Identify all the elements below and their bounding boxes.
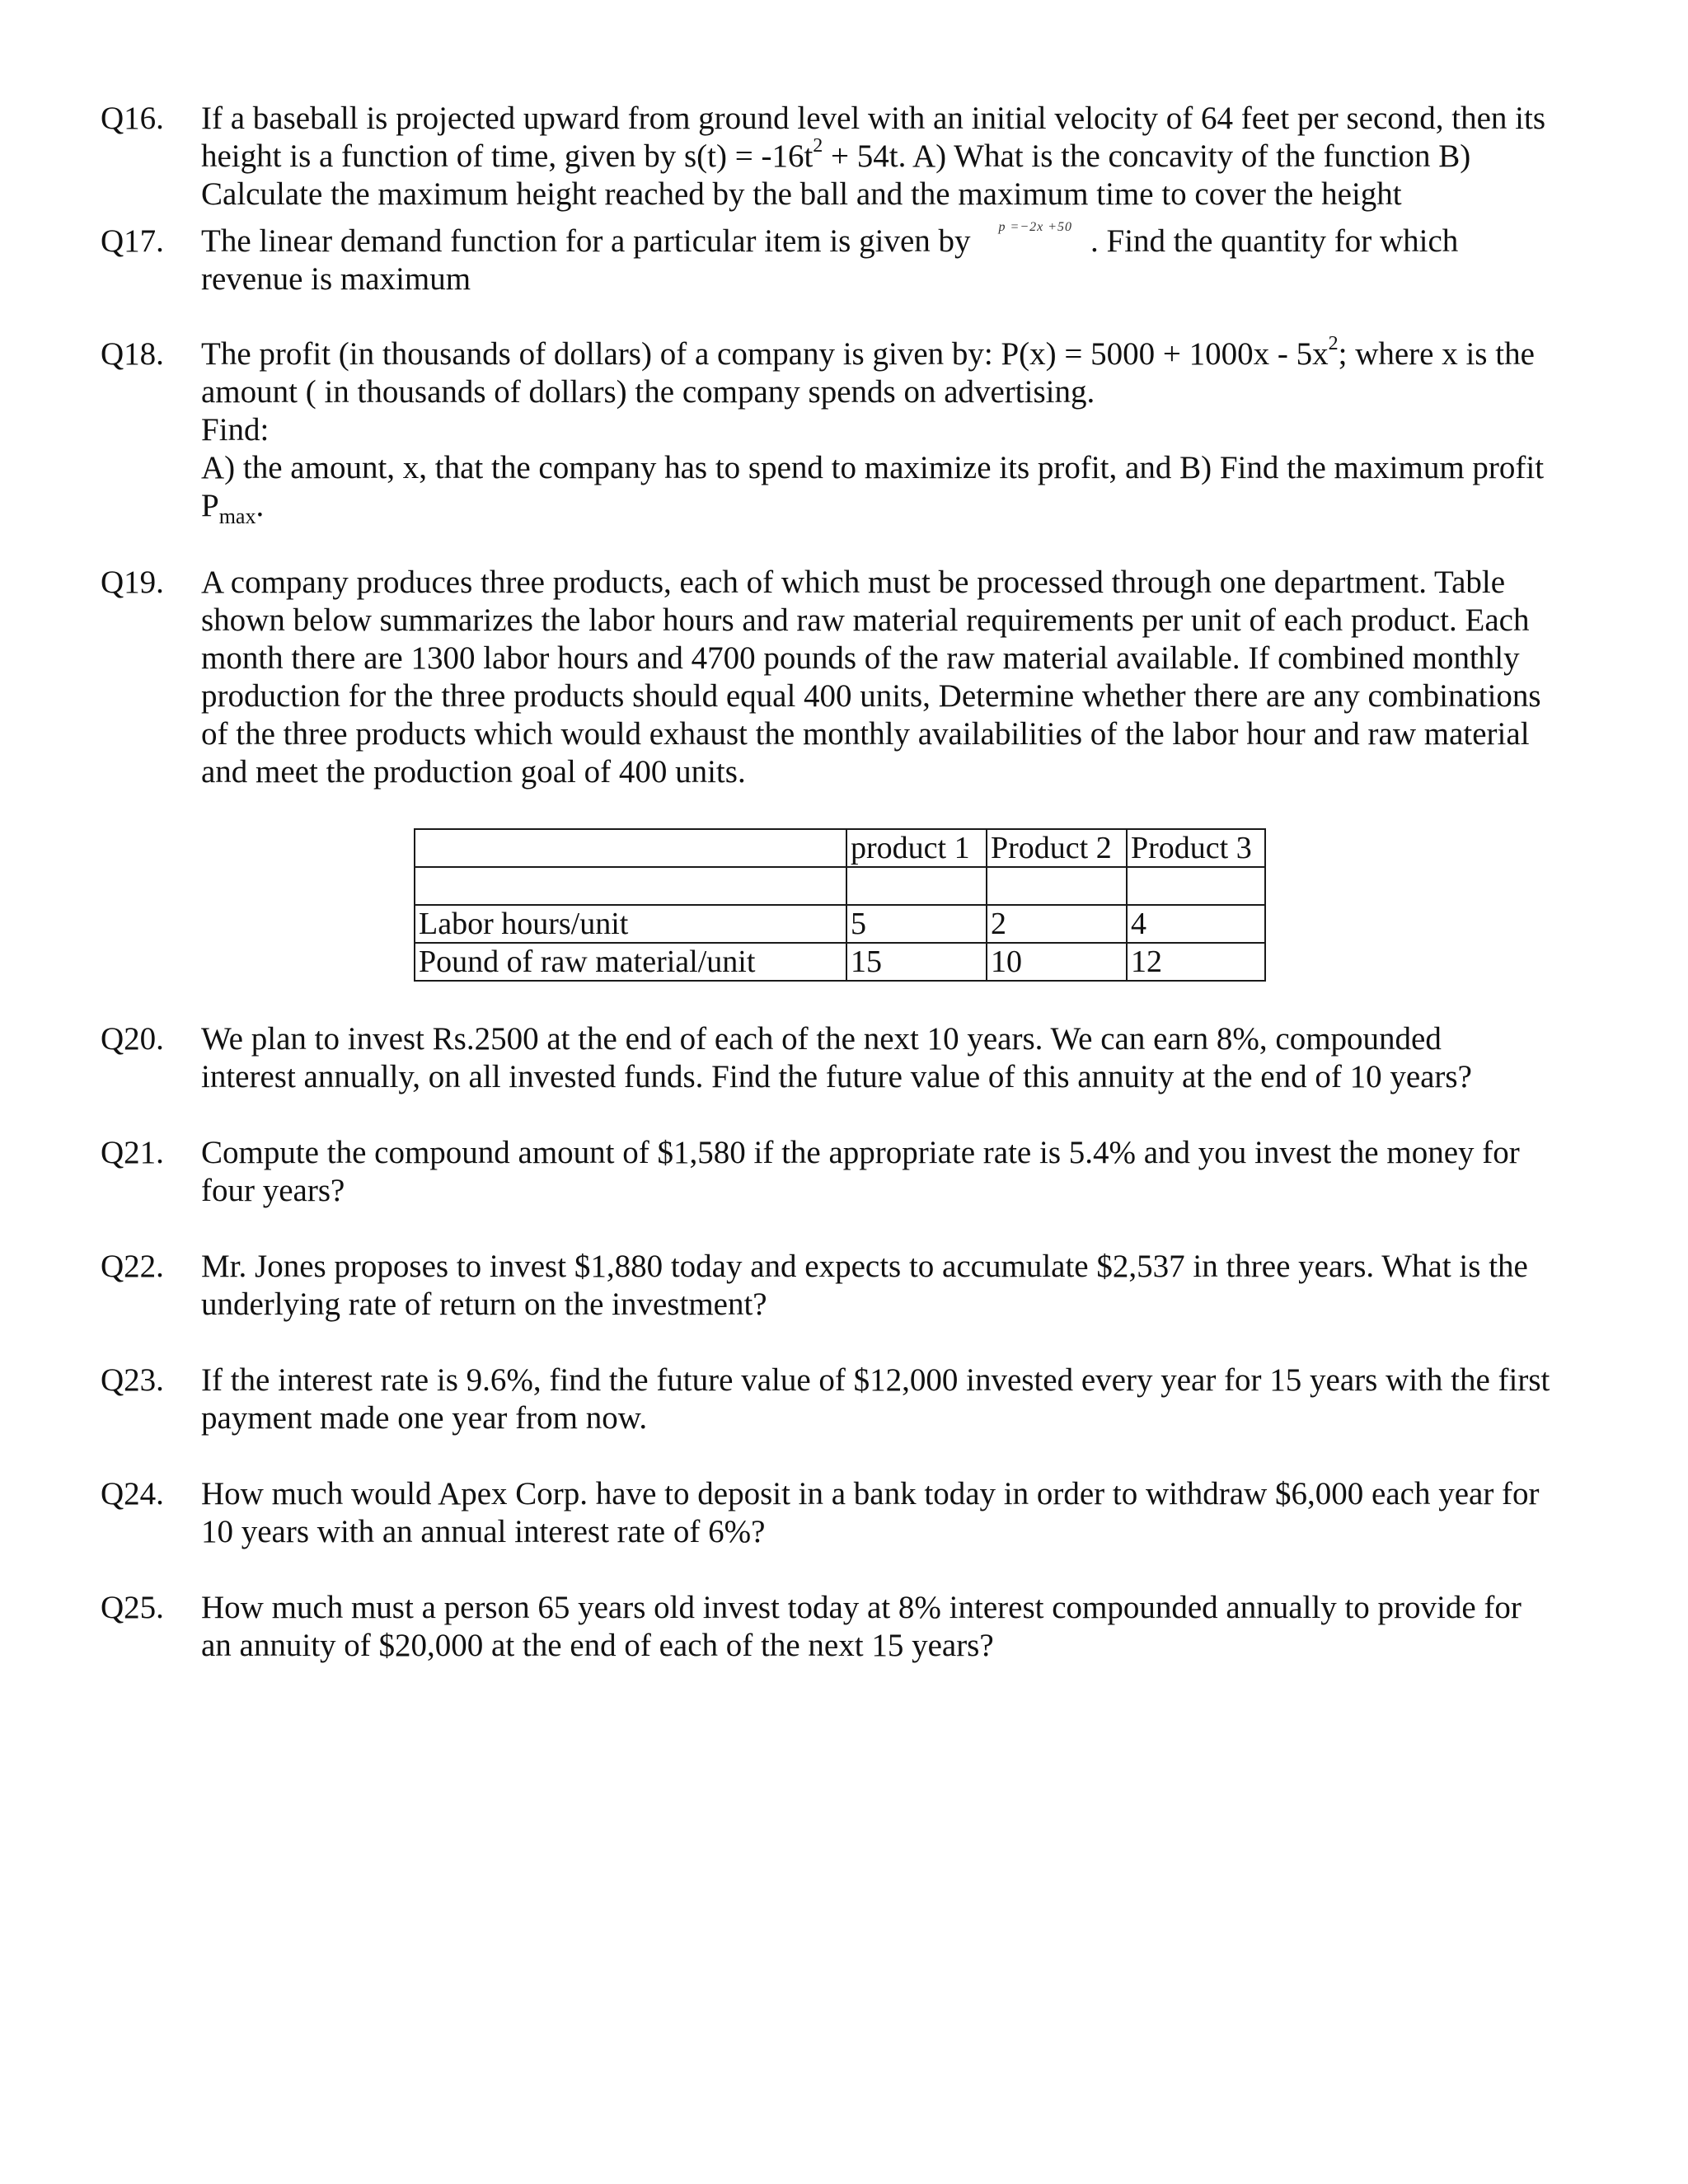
- table-cell: [846, 867, 987, 905]
- text-span: . Find the quantity for which: [1090, 223, 1459, 259]
- table-header-cell: Product 3: [1127, 829, 1265, 867]
- table-cell: [1127, 867, 1265, 905]
- text-line: payment made one year from now.: [201, 1400, 648, 1436]
- subscript: max: [218, 504, 256, 528]
- text-span: P: [201, 488, 219, 523]
- text-line: If the interest rate is 9.6%, find the future value of $12,000 invested every year for 15 years with the first: [201, 1362, 1550, 1398]
- demand-formula: p =−2x +50: [998, 220, 1073, 234]
- question-text: [201, 1248, 1685, 1324]
- text-line: [201, 220, 1685, 260]
- text-line: [201, 487, 1685, 528]
- text-line: and meet the production goal of 400 units.: [201, 754, 746, 790]
- text-span: height is a function of time, given by s(t) = -16t: [201, 138, 814, 174]
- text-line: How much must a person 65 years old invest today at 8% interest compounded annually to provide for: [201, 1590, 1522, 1625]
- question-number: Q20.: [101, 1021, 164, 1057]
- text-line: Find:: [201, 412, 270, 448]
- question-number: Q21.: [101, 1135, 164, 1170]
- text-line: of the three products which would exhaust the monthly availabilities of the labor hour and raw material: [201, 716, 1530, 752]
- text-line: underlying rate of return on the investment?: [201, 1286, 767, 1322]
- question-number: Q25.: [101, 1590, 164, 1625]
- table-row: [415, 867, 1265, 905]
- question-text: [201, 1475, 1685, 1551]
- table-header-cell: [415, 829, 846, 867]
- table-header-row: [415, 829, 1265, 867]
- question-number: Q17.: [101, 223, 164, 259]
- question-text: [201, 1361, 1685, 1437]
- text-line: revenue is maximum: [201, 261, 471, 297]
- exponent: 2: [813, 135, 823, 157]
- text-span: + 54t. A) What is the concavity of the function B): [823, 138, 1471, 174]
- question-number: Q24.: [101, 1476, 164, 1511]
- question-number: Q23.: [101, 1362, 164, 1398]
- table-cell: 12: [1127, 943, 1265, 981]
- text-line: month there are 1300 labor hours and 4700 pounds of the raw material available. If combined monthly: [201, 640, 1520, 676]
- text-line: How much would Apex Corp. have to deposit in a bank today in order to withdraw $6,000 each year for: [201, 1476, 1540, 1511]
- table-header-cell: product 1: [846, 829, 987, 867]
- table-cell: 4: [1127, 905, 1265, 943]
- question-number: Q16.: [101, 101, 164, 136]
- text-line: Compute the compound amount of $1,580 if the appropriate rate is 5.4% and you invest the money for: [201, 1135, 1520, 1170]
- text-line: A company produces three products, each of which must be processed through one department. Table: [201, 565, 1506, 600]
- text-line: [201, 135, 1685, 176]
- text-line: amount ( in thousands of dollars) the company spends on advertising.: [201, 374, 1095, 410]
- question-text: [201, 1020, 1685, 1096]
- question-text: [201, 1589, 1685, 1665]
- question-text: [201, 333, 1685, 528]
- question-number: Q18.: [101, 336, 164, 372]
- requirements-table: [414, 828, 1266, 982]
- table-cell: 2: [987, 905, 1127, 943]
- table-row: [415, 943, 1265, 981]
- text-line: We plan to invest Rs.2500 at the end of each of the next 10 years. We can earn 8%, compounded: [201, 1021, 1442, 1057]
- table-row: [415, 905, 1265, 943]
- text-span: .: [256, 488, 265, 523]
- text-line: shown below summarizes the labor hours and raw material requirements per unit of each product. Each: [201, 602, 1530, 638]
- question-number: Q19.: [101, 565, 164, 600]
- table-cell: [987, 867, 1127, 905]
- text-line: interest annually, on all invested funds. Find the future value of this annuity at the end of 10 years?: [201, 1059, 1472, 1094]
- question-text: [201, 220, 1685, 298]
- exponent: 2: [1328, 333, 1339, 354]
- text-line: 10 years with an annual interest rate of 6%?: [201, 1514, 766, 1549]
- text-span: The linear demand function for a particular item is given by: [201, 223, 971, 259]
- table-cell: Pound of raw material/unit: [415, 943, 846, 981]
- text-line: [201, 335, 1685, 373]
- table-cell: Labor hours/unit: [415, 905, 846, 943]
- text-line: A) the amount, x, that the company has to spend to maximize its profit, and B) Find the maximum profit: [201, 450, 1545, 485]
- text-line: Mr. Jones proposes to invest $1,880 today and expects to accumulate $2,537 in three years. What is the: [201, 1249, 1528, 1284]
- question-text: [201, 564, 1685, 791]
- text-line: If a baseball is projected upward from ground level with an initial velocity of 64 feet per second, then its: [201, 101, 1545, 136]
- table-header-cell: Product 2: [987, 829, 1127, 867]
- table-cell: 5: [846, 905, 987, 943]
- text-span: The profit (in thousands of dollars) of a company is given by: P(x) = 5000 + 1000x - 5x: [201, 336, 1329, 372]
- text-span: ; where x is the: [1338, 336, 1535, 372]
- text-line: an annuity of $20,000 at the end of each of the next 15 years?: [201, 1628, 994, 1663]
- table-cell: 15: [846, 943, 987, 981]
- question-text: [201, 1134, 1685, 1210]
- text-line: production for the three products should equal 400 units, Determine whether there are any combinations: [201, 678, 1541, 714]
- question-number: Q22.: [101, 1249, 164, 1284]
- table-cell: 10: [987, 943, 1127, 981]
- text-line: four years?: [201, 1173, 345, 1208]
- text-line: Calculate the maximum height reached by the ball and the maximum time to cover the height: [201, 176, 1402, 212]
- table-cell: [415, 867, 846, 905]
- question-text: [201, 100, 1685, 213]
